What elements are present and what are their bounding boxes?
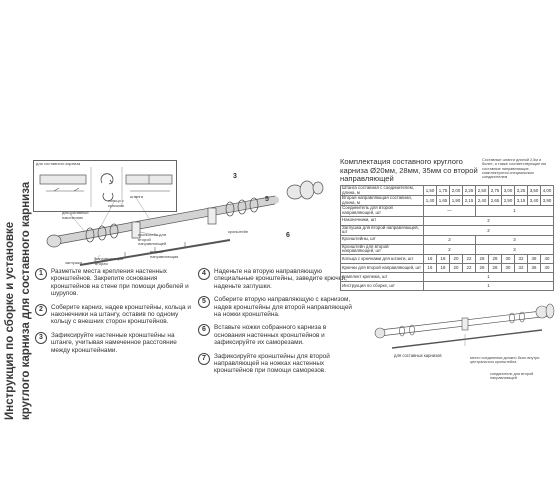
- table-cell: 16: [424, 263, 437, 272]
- table-cell: 2,15: [463, 196, 476, 206]
- table-cell: 2,25: [463, 186, 476, 196]
- diagram-num-6: 6: [286, 232, 290, 239]
- steps-right: [198, 268, 354, 375]
- table-cell: 1,65: [437, 196, 450, 206]
- table-cell: 26: [476, 254, 489, 263]
- table-cell: 2,75: [489, 186, 502, 196]
- step-6: [198, 324, 354, 346]
- step-2-number: 2: [35, 304, 47, 316]
- steps-left: [35, 268, 195, 354]
- table-cell: 30: [502, 263, 515, 272]
- table-cell: 2: [424, 244, 476, 254]
- step-6-text: Вставьте ножки собранного карниза в основания настенных кронштейнов и зафиксируйте их саморезами.: [214, 324, 327, 347]
- table-cell: 18: [437, 254, 450, 263]
- table-row: [341, 186, 554, 196]
- step-1-number: 1: [35, 268, 47, 280]
- table-cell: 1: [424, 272, 554, 281]
- step-5-number: 5: [198, 296, 210, 308]
- table-row: [341, 196, 554, 206]
- table-cell: 3,90: [541, 196, 554, 206]
- table-cell: 3,25: [515, 186, 528, 196]
- label-second-rail: вторая направляющая: [150, 249, 179, 259]
- table-cell: 2: [424, 216, 554, 225]
- table-cell: 2,50: [476, 186, 489, 196]
- inset-label: для составного карниза: [36, 161, 81, 166]
- table-row: [341, 281, 554, 290]
- step-2: [35, 304, 195, 326]
- table-cell: 40: [541, 263, 554, 272]
- label-rail-joint: направляющая вторая: [95, 256, 124, 266]
- table-cell: 28: [489, 254, 502, 263]
- step-5-text: Соберите вторую направляющую с карнизом, надев кронштейны для второй направляющей на ножки кронштейна.: [214, 296, 352, 319]
- step-3: [35, 332, 195, 354]
- row-label: Кольца с крючками для штанги, шт: [341, 254, 424, 263]
- table-cell: 20: [450, 263, 463, 272]
- table-cell: 3,50: [528, 186, 541, 196]
- table-row: [341, 225, 554, 235]
- step-6-number: 6: [198, 324, 210, 336]
- table-cell: 20: [450, 254, 463, 263]
- step-3-text: Зафиксируйте настенные кронштейны на штанге, учитывая намеченное расстояние между кронштейнами.: [51, 331, 177, 354]
- table-cell: 2: [424, 225, 554, 235]
- table-cell: 30: [502, 254, 515, 263]
- step-7: [198, 353, 354, 375]
- table-cell: 36: [528, 263, 541, 272]
- row-label: Вторая направляющая составная, длина, м: [341, 196, 424, 206]
- label-connector: соединитель для второй направляющей: [490, 372, 534, 381]
- table-row: [341, 272, 554, 281]
- table-cell: 28: [489, 263, 502, 272]
- table-row: [341, 206, 554, 216]
- table-cell: 1,75: [437, 186, 450, 196]
- spec-note: Составные штанги длиной 2,5м и более, а также соответствующие им составные направляющие, комплектуются специальным соединителем: [482, 158, 547, 180]
- label-ring: кольцо с крючком: [108, 198, 124, 208]
- row-label: Соединитель для второй направляющей, шт: [341, 206, 424, 216]
- table-cell: 32: [515, 254, 528, 263]
- table-row: [341, 235, 554, 244]
- table-cell: 3,00: [502, 186, 515, 196]
- table-cell: 40: [541, 254, 554, 263]
- table-row: [341, 216, 554, 225]
- step-1: [35, 268, 195, 298]
- spec-heading: Комплектация составного круглого карниза Ø20мм, 28мм, 35мм со второй направляющей: [340, 157, 478, 184]
- table-cell: 2,65: [489, 196, 502, 206]
- row-label: Кронштейн для второй направляющей, шт: [341, 244, 424, 254]
- table-cell: 3: [476, 244, 554, 254]
- label-rod: штанга: [130, 194, 144, 199]
- label-joint-note: место соединения должно быть внутри центрального кронштейна: [470, 356, 540, 365]
- table-cell: 2: [424, 235, 476, 244]
- step-5: [198, 296, 354, 318]
- row-label: Штанга составная с соединителем, длина, м: [341, 186, 424, 196]
- title-line-2: круглого карниза для составного карниза: [20, 181, 32, 420]
- label-bracket: кронштейн: [228, 229, 249, 234]
- label-plug: заглушка: [65, 260, 83, 265]
- row-label: Крючки для второй направляющей, шт: [341, 263, 424, 272]
- row-label: Инструкция по сборке, шт: [341, 281, 424, 290]
- table-cell: 1,40: [424, 196, 437, 206]
- composite-rod-illustration: [372, 300, 557, 380]
- step-4-text: Наденьте на вторую направляющую специальные кронштейны, заведите крючки, наденьте заглушки.: [214, 268, 347, 290]
- step-4: [198, 268, 354, 290]
- row-label: Заглушка для второй направляющей, шт: [341, 225, 424, 235]
- table-cell: —: [424, 206, 476, 216]
- step-4-number: 4: [198, 268, 210, 280]
- table-cell: 16: [424, 254, 437, 263]
- step-3-number: 3: [35, 332, 47, 344]
- table-cell: 2,00: [450, 186, 463, 196]
- table-cell: 3,15: [515, 196, 528, 206]
- table-cell: 1,50: [424, 186, 437, 196]
- table-cell: 3: [476, 235, 554, 244]
- table-cell: 32: [515, 263, 528, 272]
- table-cell: 4,00: [541, 186, 554, 196]
- table-cell: 22: [463, 254, 476, 263]
- table-cell: 1: [476, 206, 554, 216]
- table-row: [341, 254, 554, 263]
- row-label: Комплект крепежа, шт: [341, 272, 424, 281]
- table-cell: 1,90: [450, 196, 463, 206]
- table-cell: 1: [424, 281, 554, 290]
- step-7-number: 7: [198, 353, 210, 365]
- table-row: [341, 263, 554, 272]
- diagram-num-3: 3: [233, 173, 237, 180]
- table-cell: 2,90: [502, 196, 515, 206]
- table-cell: 3,40: [528, 196, 541, 206]
- row-label: Кронштейны, шт: [341, 235, 424, 244]
- table-row: [341, 244, 554, 254]
- table-cell: 2,40: [476, 196, 489, 206]
- table-cell: 18: [437, 263, 450, 272]
- label-for-composite: для составных карнизов: [394, 353, 442, 358]
- row-label: Наконечники, шт: [341, 216, 424, 225]
- label-decorative-tip: декоративный наконечник: [62, 210, 89, 220]
- table-cell: 22: [463, 263, 476, 272]
- diagram-num-5: 5: [265, 196, 269, 203]
- title-line-1: Инструкция по сборке и установке: [4, 221, 16, 420]
- table-cell: 36: [528, 254, 541, 263]
- spec-table: [340, 185, 554, 291]
- table-cell: 26: [476, 263, 489, 272]
- label-bracket-for-rod: кронштейн для второй направляющей: [138, 232, 167, 247]
- step-2-text: Соберите карниз, надев кронштейны, кольца и наконечники на штангу, оставив по одному кольцу с внешних сторон кронштейнов.: [51, 303, 191, 326]
- step-1-text: Разметьте места крепления настенных кронштейнов. Закрепите основания кронштейнов на стене при помощи дюбелей и шурупов.: [51, 268, 189, 298]
- step-7-text: Зафиксируйте кронштейны для второй направляющей на ножках настенных кронштейнов при помощи саморезов.: [214, 352, 330, 375]
